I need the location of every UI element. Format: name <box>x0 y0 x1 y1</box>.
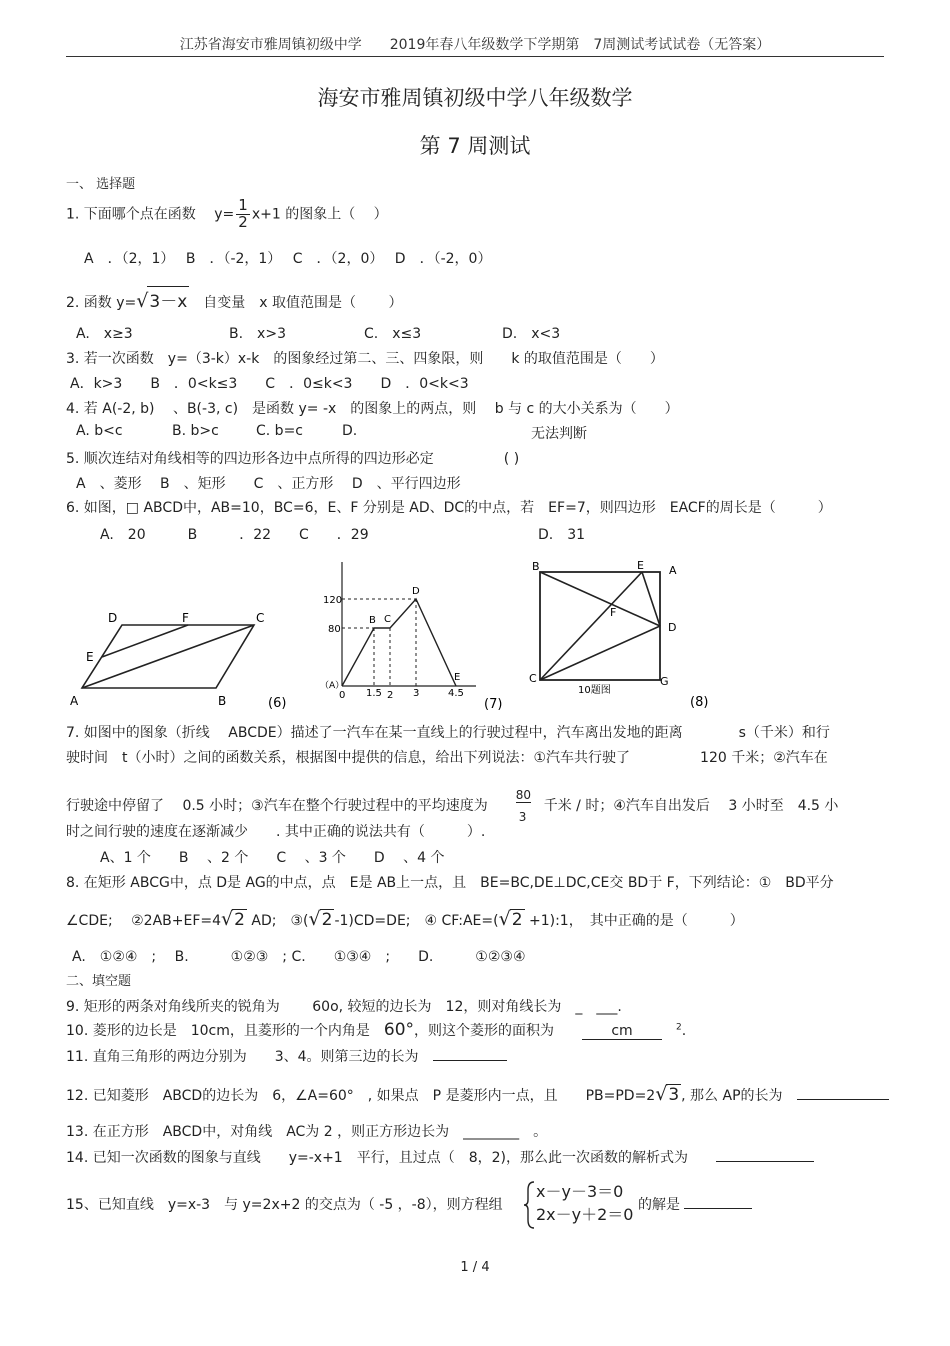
fig8-caption: (8) <box>690 695 709 710</box>
question-7-line-1: 7. 如图中的图象（折线 ABCDE）描述了一汽车在某一直线上的行驶过程中，汽车离出发地的距离 s（千米）和行 <box>66 725 830 741</box>
question-2-option-b: B. x>3 <box>229 326 286 342</box>
fig7-ytick: 120 <box>323 595 343 606</box>
fig8-label-c: C <box>529 672 537 685</box>
fig8-label-f: F <box>610 606 617 619</box>
figure-7-graph <box>318 562 508 712</box>
figure-6-parallelogram <box>66 605 296 715</box>
answer-blank <box>684 1208 752 1209</box>
question-5-options: A 、菱形 B 、矩形 C 、正方形 D 、平行四边形 <box>76 476 461 492</box>
section-heading: 二、填空题 <box>66 974 132 989</box>
equation-2: 2x－y＋2＝0 <box>536 1205 634 1224</box>
fig7-ytick: 80 <box>328 624 341 635</box>
answer-blank <box>716 1161 814 1162</box>
fig7-point-d: D <box>412 586 420 597</box>
fig6-caption: (6) <box>268 696 287 711</box>
fig7-caption: (7) <box>484 697 503 712</box>
fig6-label-a: A <box>70 694 79 708</box>
fig6-label-c: C <box>256 611 265 625</box>
fig6-label-f: F <box>182 611 189 625</box>
question-11: 11. 直角三角形的两边分别为 3、4。则第三边的长为 <box>66 1046 507 1066</box>
answer-blank <box>433 1060 507 1061</box>
fig7-point-b: B <box>369 615 376 626</box>
fig6-label-e: E <box>86 650 94 664</box>
question-8-options: A. ①②④ ; B. ①②③ ; C. ①③④ ; D. ①②③④ <box>72 949 526 965</box>
exam-title: 海安市雅周镇初级中学八年级数学 <box>317 86 633 110</box>
question-6-option-d: D. 31 <box>538 527 586 543</box>
question-3: 3. 若一次函数 y=（3-k）x-k 的图象经过第二、三、四象限，则 k 的取值范围是（ ） <box>66 351 664 367</box>
fig8-label-d: D <box>668 621 677 634</box>
exam-subtitle: 第 7 周测试 <box>419 134 531 158</box>
question-15-tail: 的解是 <box>638 1194 752 1214</box>
sqrt-sign: √ <box>498 908 511 930</box>
sqrt-sign: √ <box>308 908 321 930</box>
question-1: 1. 下面哪个点在函数 y= $\frac{1}{2}$ x+1 的图象上（ ） <box>66 196 388 231</box>
question-9: 9. 矩形的两条对角线所夹的锐角为 60o, 较短的边长为 12，则对角线长为 _ ___. <box>66 999 622 1015</box>
question-7-line-4: 时之间行驶的速度在逐渐减少 . 其中正确的说法共有（ ）. <box>66 824 486 840</box>
question-6-options-abc: A. 20 B ．22 C ．29 <box>100 527 369 543</box>
fig6-label-d: D <box>108 611 118 625</box>
question-2-option-a: A. x≥3 <box>76 326 133 342</box>
question-10: 10. 菱形的边长是 10cm，且菱形的一个内角是 60°，则这个菱形的面积为 cm $^2$. <box>66 1020 687 1040</box>
fraction: $\frac{1}{2}$ <box>238 196 248 231</box>
figure-8-rectangle <box>520 556 720 714</box>
sqrt-sign: √ <box>655 1083 668 1105</box>
question-13: 13. 在正方形 ABCD中，对角线 AC为 2 ，则正方形边长为 ________ 。 <box>66 1124 548 1140</box>
question-2-option-c: C. x≤3 <box>364 326 422 342</box>
fig8-label-b: B <box>532 560 540 573</box>
question-4-option-d: D. <box>342 423 358 439</box>
fig7-xtick: 0 <box>339 690 346 701</box>
fig7-point-e: E <box>454 672 461 683</box>
question-4: 4. 若 A(-2, b) 、B(-3, c) 是函数 y= -x 的图象上的两点，则 b 与 c 的大小关系为（ ） <box>66 401 679 417</box>
fig8-label-e: E <box>637 559 644 572</box>
question-15-text: 15、已知直线 y=x-3 与 y=2x+2 的交点为（ -5 ，-8），则方程组 <box>66 1197 503 1213</box>
fig7-origin: （A） <box>320 681 345 691</box>
question-14: 14. 已知一次函数的图象与直线 y=-x+1 平行，且过点（ 8，2)，那么此一次函数的解析式为 <box>66 1147 814 1167</box>
fig8-inner-caption: 10题图 <box>578 685 611 696</box>
fig7-xtick: 4.5 <box>448 688 464 699</box>
question-4-option-d-text: 无法判断 <box>531 426 587 442</box>
question-7-options: A、1 个 B 、2 个 C 、3 个 D 、4 个 <box>100 850 445 866</box>
question-8-line-2: ∠CDE; ②2AB+EF=4√2 AD; ③(√2 -1)CD=DE; ④ CF:AE=(√2 +1):1， 其中正确的是（ ） <box>66 908 744 930</box>
question-4-option-c: C. b=c <box>256 423 303 439</box>
fig8-label-a: A <box>669 564 677 577</box>
fig7-xtick: 2 <box>387 690 394 701</box>
question-5: 5. 顺次连结对角线相等的四边形各边中点所得的四边形必定 ( ) <box>66 451 520 467</box>
fig7-xtick: 1.5 <box>366 688 382 699</box>
page-header: 江苏省海安市雅周镇初级中学 2019年春八年级数学下学期第 7周测试考试试卷（无答案） <box>179 37 771 53</box>
question-7-line-2: 驶时间 t（小时）之间的函数关系，根据图中提供的信息，给出下列说法：①汽车共行驶了 120 千米；②汽车在 <box>66 750 828 766</box>
question-8-line-1: 8. 在矩形 ABCG中，点 D是 AG的中点，点 E是 AB上一点，且 BE=BC,DE⊥DC,CE交 BD于 F，下列结论：① BD平分 <box>66 875 834 891</box>
question-1-options: A ．（2，1） B ．（-2，1） C ．（2，0） D ．（-2，0） <box>84 251 492 267</box>
answer-blank <box>797 1099 889 1100</box>
equation-system <box>536 1180 633 1226</box>
question-4-option-a: A. b<c <box>76 423 123 439</box>
fig7-point-c: C <box>384 614 391 625</box>
fig6-label-b: B <box>218 694 227 708</box>
question-2: 2. 函数 y=√3－x 自变量 x 取值范围是（ ） <box>66 286 402 312</box>
section-heading: 一、 选择题 <box>66 177 136 192</box>
sqrt-sign: √ <box>136 290 149 312</box>
brace-icon <box>522 1180 536 1230</box>
question-4-option-b: B. b>c <box>172 423 219 439</box>
sqrt-sign: √ <box>221 908 234 930</box>
fig8-label-g: G <box>660 675 669 688</box>
question-6: 6. 如图，□ ABCD中，AB=10，BC=6，E、F 分别是 AD、DC的中点，若 EF=7，则四边形 EACF的周长是（ ） <box>66 500 832 516</box>
question-3-options: A．k>3 B ．0<k≤3 C ．0≤k<3 D ．0<k<3 <box>70 376 469 392</box>
fig7-xtick: 3 <box>413 688 420 699</box>
question-12: 12. 已知菱形 ABCD的边长为 6，∠A=60° , 如果点 P 是菱形内一点，且 PB=PD=2√3 , 那么 AP的长为 <box>66 1083 889 1105</box>
question-2-option-d: D. x<3 <box>502 326 561 342</box>
page-number: 1 / 4 <box>460 1260 490 1275</box>
header-rule <box>66 56 884 57</box>
equation-1: x－y－3＝0 <box>536 1182 624 1201</box>
question-7-line-3: 行驶途中停留了 0.5 小时；③汽车在整个行驶过程中的平均速度为 $\frac{80}{3}$ 千米 / 时；④汽车自出发后 3 小时至 4.5 小 <box>66 788 839 824</box>
